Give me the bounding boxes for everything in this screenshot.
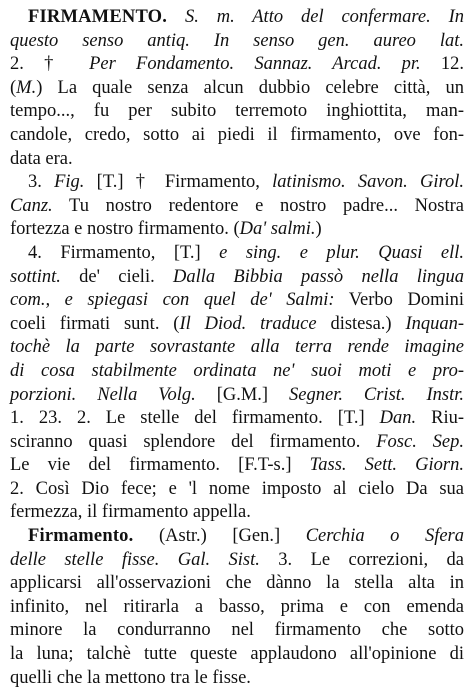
italic-text: Fig. bbox=[54, 172, 85, 193]
body-text: 2. Così Dio fece; e 'l nome imposto al cielo Da sua bbox=[10, 478, 464, 499]
italic-text: questo senso antiq. In senso gen. aureo lat. bbox=[10, 30, 464, 51]
body-text: 3. Le correzioni, da bbox=[259, 549, 464, 570]
text-line bbox=[10, 195, 464, 219]
body-text: la luna; talchè tutte queste applaudono all'opinione di bbox=[10, 644, 464, 665]
body-text: 3. bbox=[28, 172, 55, 193]
body-text: 12. bbox=[420, 54, 465, 75]
italic-text: Per Fondamento. Sannaz. Arcad. pr. bbox=[89, 54, 421, 75]
italic-text: tochè la parte sovrastante alla terra rende imagine bbox=[10, 337, 464, 358]
dictionary-entry bbox=[10, 525, 464, 690]
headword: FIRMAMENTO. bbox=[28, 7, 168, 27]
body-text: ( bbox=[10, 77, 17, 98]
text-line bbox=[10, 549, 464, 573]
body-text: de' cieli. bbox=[60, 266, 173, 287]
body-text: Riu- bbox=[416, 408, 464, 429]
text-line bbox=[10, 360, 464, 384]
italic-text: latinismo. Savon. Girol. bbox=[272, 172, 464, 193]
text-line bbox=[10, 384, 464, 408]
text-line bbox=[10, 407, 464, 431]
text-line bbox=[10, 289, 464, 313]
text-line bbox=[10, 171, 464, 195]
italic-text: e sing. e plur. Quasi ell. bbox=[219, 242, 464, 263]
italic-text: Da' salmi. bbox=[239, 219, 316, 240]
italic-text: di cosa stabilmente ordinata ne' suoi moti e pro- bbox=[10, 360, 464, 381]
text-line bbox=[10, 336, 464, 360]
italic-text: Segner. Crist. Instr. bbox=[289, 384, 464, 405]
italic-text: Cerchia o Sfera bbox=[305, 526, 465, 547]
text-line bbox=[10, 100, 464, 124]
body-text: ) bbox=[315, 219, 322, 240]
text-line bbox=[10, 596, 464, 620]
text-line bbox=[10, 266, 464, 290]
text-line bbox=[10, 313, 464, 337]
text-line bbox=[10, 30, 464, 54]
italic-text: M. bbox=[16, 77, 37, 98]
italic-text: Dan. bbox=[379, 408, 417, 429]
body-text: ) La quale senza alcun dubbio celebre città, un bbox=[36, 77, 464, 98]
italic-text: Il Diod. traduce bbox=[179, 313, 317, 334]
italic-text: S. m. Atto del confermare. In bbox=[184, 7, 464, 27]
text-line bbox=[10, 667, 464, 690]
body-text: 4. Firmamento, [T.] bbox=[28, 242, 220, 263]
dictionary-entry bbox=[10, 242, 464, 525]
dictionary-entry bbox=[10, 171, 464, 242]
body-text: Le vie del firmamento. [F.T-s.] bbox=[10, 455, 310, 476]
text-line bbox=[10, 6, 464, 30]
text-line bbox=[10, 525, 464, 549]
body-text: infinito, nel ritirarla a basso, prima e con emenda bbox=[10, 596, 464, 617]
body-text bbox=[167, 7, 185, 27]
text-line bbox=[10, 148, 464, 172]
text-line bbox=[10, 572, 464, 596]
dictionary-entry bbox=[10, 6, 464, 171]
text-line bbox=[10, 478, 464, 502]
text-line bbox=[10, 643, 464, 667]
body-text: applicarsi all'osservazioni che dànno la stella alta in bbox=[10, 573, 464, 594]
italic-text: Dalla Bibbia passò nella lingua bbox=[173, 266, 465, 287]
body-text: sciranno quasi splendore del firmamento. bbox=[10, 431, 377, 452]
text-line bbox=[10, 242, 464, 266]
body-text: tempo..., fu per subito terremoto inghiottita, man- bbox=[10, 101, 464, 122]
text-line bbox=[10, 218, 464, 242]
body-text: Tu nostro redentore e nostro padre... Nostra bbox=[52, 195, 464, 216]
body-text: (Astr.) [Gen.] bbox=[133, 526, 306, 547]
italic-text: Fosc. Sep. bbox=[376, 431, 464, 452]
text-line bbox=[10, 501, 464, 525]
headword: Firmamento. bbox=[28, 526, 134, 547]
italic-text: Canz. bbox=[10, 195, 53, 216]
italic-text: Inquan- bbox=[405, 313, 465, 334]
body-text: coeli firmati sunt. ( bbox=[10, 313, 180, 334]
italic-text: sottint. bbox=[10, 266, 61, 287]
body-text: candole, credo, sotto ai piedi il firmamento, ove fon- bbox=[10, 124, 464, 145]
body-text: 1. 23. 2. Le stelle del firmamento. [T.] bbox=[10, 408, 380, 429]
italic-text: com., e spiegasi con quel de' Salmi: bbox=[10, 290, 335, 311]
body-text: minore la condurranno nel firmamento che sotto bbox=[10, 620, 464, 641]
italic-text: porzioni. Nella Volg. bbox=[10, 384, 196, 405]
body-text: distesa.) bbox=[316, 313, 406, 334]
text-line bbox=[10, 619, 464, 643]
body-text: quelli che la mettono tra le fisse. bbox=[10, 667, 251, 688]
text-line bbox=[10, 53, 464, 77]
text-line bbox=[10, 124, 464, 148]
body-text: [G.M.] bbox=[195, 384, 290, 405]
italic-text: Tass. Sett. Giorn. bbox=[309, 455, 464, 476]
body-text: fermezza, il firmamento appella. bbox=[10, 502, 251, 523]
body-text: [T.] † Firmamento, bbox=[84, 172, 273, 193]
italic-text: delle stelle fisse. Gal. Sist. bbox=[10, 549, 260, 570]
body-text: Verbo Domini bbox=[334, 290, 464, 311]
body-text: 2. † bbox=[10, 54, 90, 75]
text-line bbox=[10, 431, 464, 455]
text-line bbox=[10, 454, 464, 478]
body-text: data era. bbox=[10, 148, 73, 169]
body-text: fortezza e nostro firmamento. ( bbox=[10, 219, 240, 240]
text-line bbox=[10, 77, 464, 101]
